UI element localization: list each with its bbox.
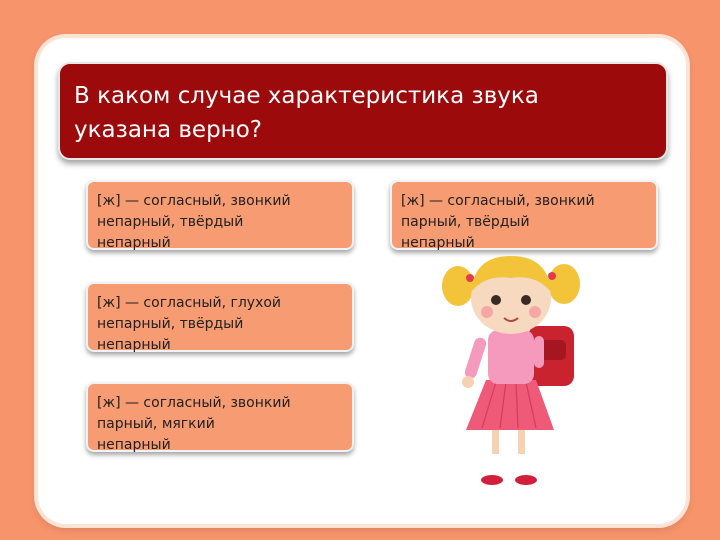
- option-line: [ж] — согласный, глухой: [97, 295, 282, 311]
- answer-option-2[interactable]: [390, 180, 658, 250]
- option-line: непарный, твёрдый: [97, 316, 244, 332]
- hair-tie-right: [548, 272, 556, 280]
- shirt: [488, 330, 534, 384]
- left-shoe: [481, 475, 503, 485]
- option-line: непарный: [97, 337, 171, 353]
- option-line: непарный: [97, 235, 171, 251]
- question-title: [58, 62, 668, 160]
- answer-option-1[interactable]: [86, 180, 354, 250]
- option-line: [ж] — согласный, звонкий: [97, 193, 291, 209]
- option-line: непарный: [401, 235, 475, 251]
- option-line: парный, мягкий: [97, 416, 215, 432]
- question-line-2: указана верно?: [74, 117, 262, 143]
- right-shoe: [515, 475, 537, 485]
- option-line: парный, твёрдый: [401, 214, 530, 230]
- skirt: [466, 380, 554, 430]
- option-line: [ж] — согласный, звонкий: [97, 395, 291, 411]
- answer-option-3[interactable]: [86, 282, 354, 352]
- hair-tie-left: [466, 274, 474, 282]
- answer-option-4[interactable]: [86, 382, 354, 452]
- schoolgirl-illustration: [436, 248, 586, 494]
- option-line: [ж] — согласный, звонкий: [401, 193, 595, 209]
- option-line: непарный: [97, 437, 171, 453]
- right-pigtail: [548, 264, 580, 304]
- question-line-1: В каком случае характеристика звука: [74, 83, 539, 109]
- option-line: непарный, твёрдый: [97, 214, 244, 230]
- left-pigtail: [442, 266, 474, 306]
